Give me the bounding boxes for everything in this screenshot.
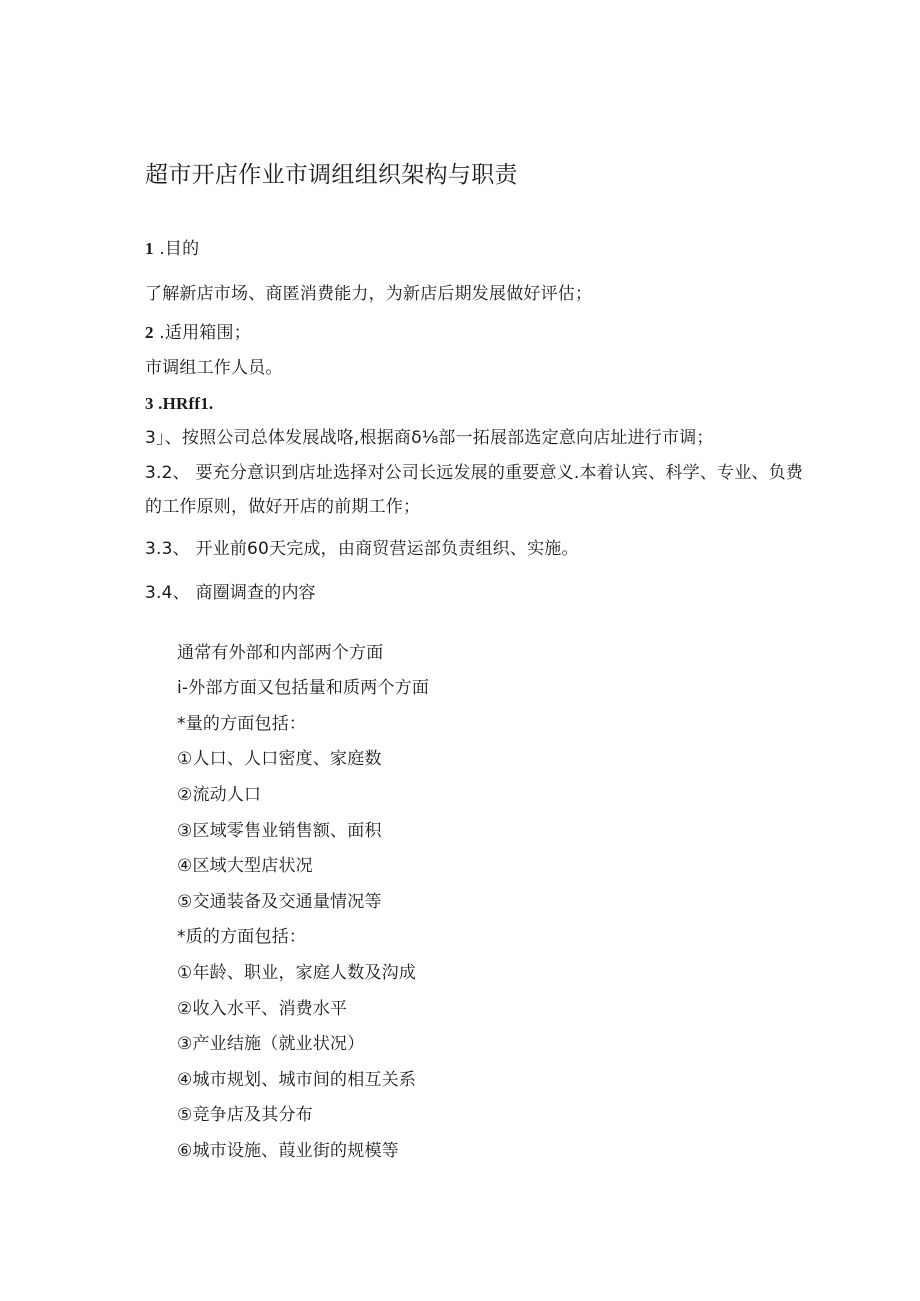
item-3-2-line-2: 的工作原则，做好开店的前期工作； xyxy=(145,497,421,517)
section-heading-1 xyxy=(145,238,199,260)
list-item: *质的方面包括： xyxy=(177,927,307,947)
list-item: ①年龄、职业，家庭人数及沟成 xyxy=(177,963,417,983)
section-number: 2 xyxy=(145,323,154,342)
section-number: 1 xyxy=(145,239,154,258)
list-item: ⑤交通装备及交通量情况等 xyxy=(177,892,382,912)
scope-paragraph: 市调组工作人员。 xyxy=(145,358,283,378)
list-item: 通常有外部和内部两个方面 xyxy=(177,643,384,663)
document-title: 超市开店作业市调组组织架构与职责 xyxy=(145,162,518,188)
purpose-paragraph: 了解新店市场、商匿消费能力，为新店后期发展做好评估； xyxy=(145,284,593,304)
item-3-2-line-1: 3.2、 要充分意识到店址选择对公司长远发展的重要意义.本着认宾、科学、专业、负费 xyxy=(145,463,804,483)
section-heading-text: .HRff1. xyxy=(153,394,214,413)
section-heading-text: .目的 xyxy=(153,239,200,259)
section-heading-text: .适用箱围； xyxy=(153,323,251,343)
list-item: i-外部方面又包括量和质两个方面 xyxy=(177,678,430,698)
section-number: 3 xyxy=(145,394,154,413)
item-3-1: 3」、按照公司总体发展战咯,根据商δ⅛部一拓展部选定意向店址进行市调； xyxy=(145,428,714,448)
list-item: ④城市规划、城市间的相互关系 xyxy=(177,1070,417,1090)
list-item: ④区域大型店状况 xyxy=(177,856,313,876)
list-item: ①人口、人口密度、家庭数 xyxy=(177,749,382,769)
list-item: ②收入水平、消费水平 xyxy=(177,999,348,1019)
section-heading-2 xyxy=(145,322,251,344)
list-item: *量的方面包括： xyxy=(177,714,307,734)
item-3-3: 3.3、 开业前60天完成，由商贸营运部负责组织、实施。 xyxy=(145,539,579,559)
item-3-4: 3.4、 商圈调查的内容 xyxy=(145,583,316,603)
list-item: ⑥城市设施、葭业街的规模等 xyxy=(177,1141,399,1161)
list-item: ⑤竞争店及其分布 xyxy=(177,1105,313,1125)
list-item: ②流动人口 xyxy=(177,785,262,805)
section-heading-3 xyxy=(145,393,213,415)
list-item: ③区域零售业销售额、面积 xyxy=(177,821,382,841)
list-item: ③产业结施（就业状况） xyxy=(177,1034,365,1054)
